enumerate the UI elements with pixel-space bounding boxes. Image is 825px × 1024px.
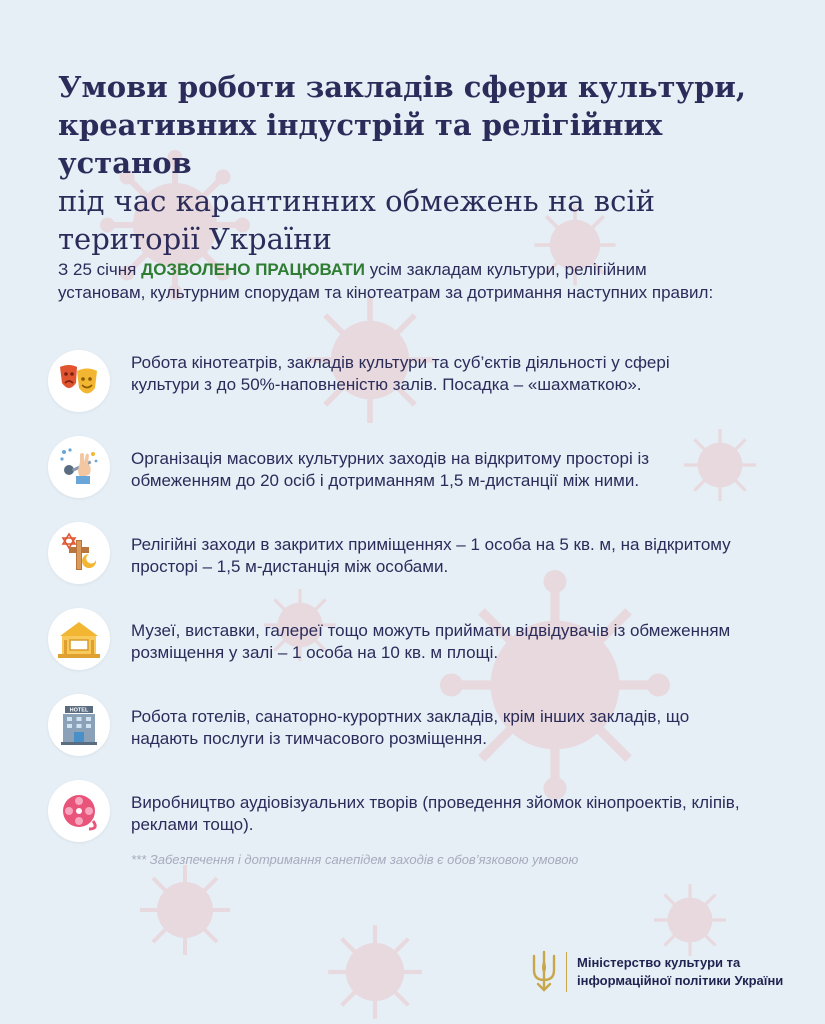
icon-container [48, 694, 110, 756]
item-text: Організація масових культурних заходів на відкритому просторі із обмеженням до 20 осіб і дотриманням 1,5 м-дистанції між ними. [131, 449, 650, 490]
hotel-icon [59, 704, 99, 746]
trident-coat-of-arms-icon [530, 950, 558, 994]
title-line-1: Умови роботи закладів сфери культури, [58, 70, 746, 104]
icon-container [48, 608, 110, 670]
footnote: *** Забезпечення і дотримання санепідем заходів є обов’язковою умовою [131, 852, 579, 867]
title-line-4: території України [58, 222, 332, 256]
icon-container [48, 522, 110, 584]
page-title [58, 68, 788, 258]
virus-decoration-icon [650, 880, 730, 960]
item-text: Релігійні заходи в закритих приміщеннях – 1 особа на 5 кв. м, на відкритому просторі – 1,5 м-дистанція між особами. [131, 535, 731, 576]
ministry-name [577, 954, 783, 990]
title-line-2: креативних індустрій та релігійних установ [58, 108, 663, 180]
intro-paragraph [58, 258, 738, 304]
theater-masks-icon [57, 361, 101, 401]
item-text: Робота кінотеатрів, закладів культури та суб’єктів діяльності у сфері культури з до 50%-наповненістю залів. Посадка – «шахматкою». [131, 353, 670, 394]
microphone-hand-icon [58, 446, 100, 488]
title-line-3: під час карантинних обмежень на всій [58, 184, 655, 218]
intro-highlight: ДОЗВОЛЕНО ПРАЦЮВАТИ [141, 260, 365, 279]
virus-decoration-icon [320, 920, 430, 1024]
virus-decoration-icon [440, 570, 670, 800]
ministry-name-line-1: Міністерство культури та [577, 955, 741, 970]
virus-decoration-icon [135, 860, 235, 960]
museum-icon [56, 618, 102, 660]
icon-container [48, 436, 110, 498]
ministry-logo [530, 950, 783, 994]
item-text: Робота готелів, санаторно-курортних закладів, крім інших закладів, що надають послуги із тимчасового розміщення. [131, 707, 690, 748]
intro-prefix: З 25 січня [58, 260, 142, 279]
intro-suffix: усім закладам культури, релігійним установам, культурним спорудам та кінотеатрам за дотримання наступних правил: [58, 260, 714, 302]
hotel-sign: HOTEL [69, 707, 89, 714]
ministry-name-line-2: інформаційної політики України [577, 973, 784, 988]
religious-symbols-icon [58, 532, 100, 574]
icon-container [48, 350, 110, 412]
item-text: Виробництво аудіовізуальних творів (проведення зйомок кінопроектів, кліпів, реклами тощо). [131, 793, 740, 834]
item-text: Музеї, виставки, галереї тощо можуть приймати відвідувачів із обмеженням розміщення у залі – 1 особа на 10 кв. м площі. [131, 621, 731, 662]
film-reel-icon [59, 791, 99, 831]
divider [566, 952, 567, 992]
icon-container [48, 780, 110, 842]
